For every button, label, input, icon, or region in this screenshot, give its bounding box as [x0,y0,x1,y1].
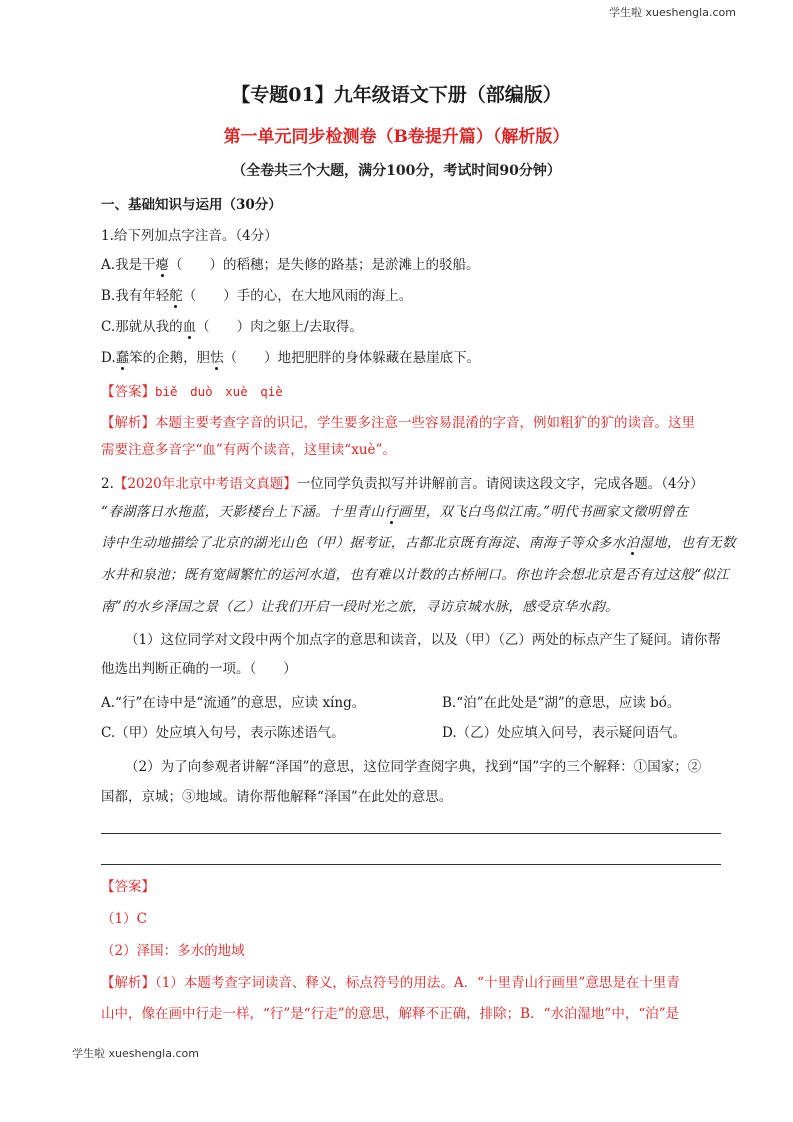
q2-analysis-line2: 山中，像在画中行走一样，“行”是“行走”的意思，解释不正确，排除；B．“水泊湿地”中，“泊”是 [101,1006,680,1022]
dotted-char: 舵 [169,288,183,304]
q1-option-d: D.蠢笨的企鹅，胆怯（ ）地把肥胖的身体躲藏在悬崖底下。 [101,350,481,366]
dotted-char: 瘪 [155,257,170,273]
q2-answer-1: （1）C [101,911,147,927]
section-heading: 一、基础知识与运用（30分） [101,197,282,213]
q2-sub1-line1: （1）这位同学对文段中两个加点字的意思和读音，以及（甲）（乙）两处的标点产生了疑问。请你帮 [125,632,721,648]
footer-site-label: 学生啦 xueshengla.com [72,1047,199,1060]
dotted-char: 血 [182,319,197,335]
q2-answer-2: （2）泽国：多水的地域 [101,943,245,959]
q1-stem: 1.给下列加点字注音。（4分） [101,228,278,244]
q1-option-c: C.那就从我的血（ ）肉之躯上/去取得。 [101,319,363,335]
page-subtitle: 第一单元同步检测卷（B卷提升篇）（解析版） [223,127,570,147]
q2-sub1-line2: 他选出判断正确的一项。（ ） [101,661,297,677]
q2-option-a: A.“行”在诗中是“流通”的意思，应读 xíng。 [101,695,366,711]
q1-option-b: B.我有年轻舵（ ）手的心，在大地风雨的海上。 [101,288,413,304]
q2-option-b: B.“泊”在此处是“湖”的意思，应读 bó。 [442,695,681,711]
q2-source: 【2020年北京中考语文真题】 [113,476,297,492]
dotted-char: 蠢 [115,350,130,366]
answer-line [101,833,721,834]
q2-stem: 2.【2020年北京中考语文真题】一位同学负责拟写并讲解前言。请阅读这段文字，完成各题。（4分） [101,476,704,492]
q2-option-c: C.（甲）处应填入句号，表示陈述语气。 [101,725,345,741]
q1-option-a: A.我是干瘪（ ）的稻穗；是失修的路基；是淤滩上的驳船。 [101,257,480,273]
q1-answer: 【答案】biě duò xuè qiè [101,384,283,400]
q2-passage-line1: “春湖落日水拖蓝，天影楼台上下涵。十里青山行画里，双飞白鸟似江南。”明代书画家文徵明曾在 [101,504,689,520]
page-title: 【专题01】九年级语文下册（部编版） [231,84,562,106]
q2-answer-label: 【答案】 [101,879,155,895]
q1-analysis-line2: 需要注意多音字“血”有两个读音，这里读“xuè”。 [101,442,396,458]
dotted-char: 行 [384,504,399,520]
q2-option-d: D.（乙）处应填入问号，表示疑问语气。 [442,725,687,741]
q2-passage-line3: 水井和泉池；既有宽阔繁忙的运河水道，也有难以计数的古桥闸口。你也许会想北京是否有过这般“似江 [101,567,730,583]
q2-sub2-line1: （2）为了向参观者讲解“泽国”的意思，这位同学查阅字典，找到“国”字的三个解释：①国家；② [125,759,702,775]
q2-analysis-line1: 【解析】（1）本题考查字词读音、释义，标点符号的用法。A．“十里青山行画里”意思是在十里青 [101,975,680,991]
answer-line [101,864,721,865]
q2-passage-line2: 诗中生动地描绘了北京的湖光山色（甲）据考证，古都北京既有海淀、南海子等众多水泊湿地，也有无数 [101,535,736,551]
dotted-char: 泊 [625,535,640,551]
exam-note: （全卷共三个大题，满分100分，考试时间90分钟） [232,163,561,179]
q1-analysis-line1: 【解析】本题主要考查字音的识记，学生要多注意一些容易混淆的字音，例如粗犷的犷的读音。这里 [101,415,695,431]
dotted-char: 怯 [210,350,224,366]
q2-passage-line4: 南”的水乡泽国之景（乙）让我们开启一段时光之旅，寻访京城水脉，感受京华水韵。 [101,599,619,615]
q2-sub2-line2: 国都，京城；③地域。请你帮他解释“泽国”在此处的意思。 [101,789,453,805]
header-site-label: 学生啦 xueshengla.com [609,6,736,19]
